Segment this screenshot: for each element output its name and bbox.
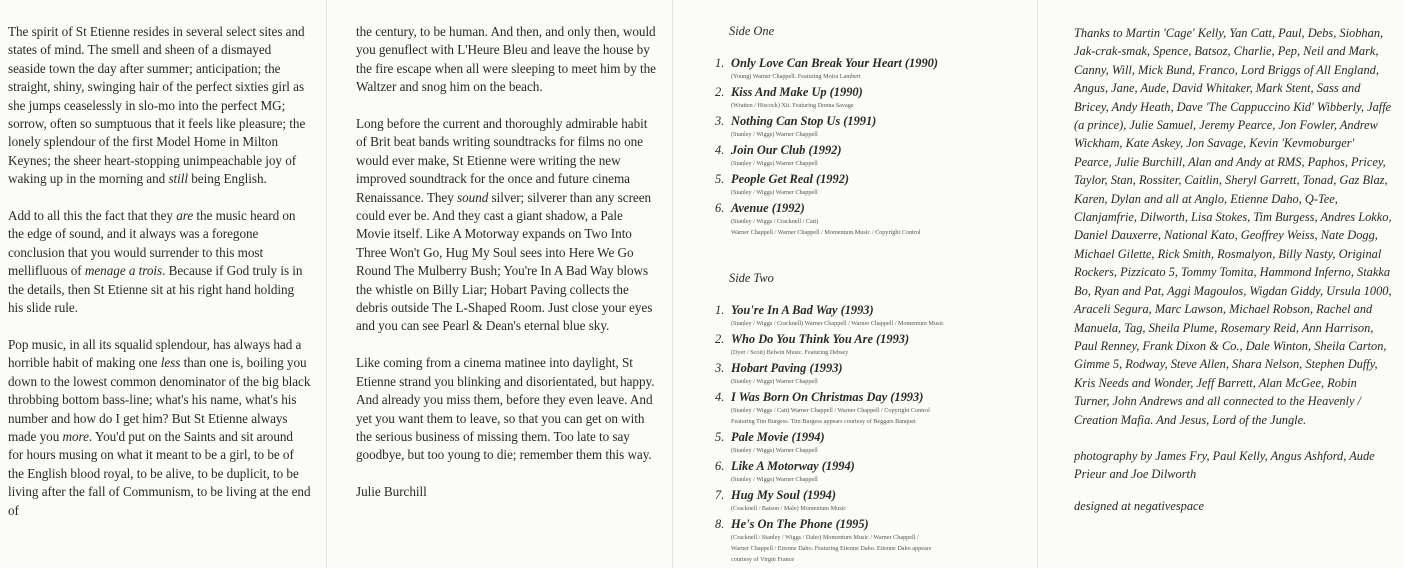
essay-paragraph-3: Pop music, in all its squalid splendour, has always had a horrible habit of making one less than one is, boiling you down to the lowest common denominator of the big black throbbing bottom bass-line; what's his name, what's his number and how do I get him? But St Etienne always made you more. You'd put on the Saints and sit around for hours musing on what it meant to be a girl, to be of the English blood royal, to be alive, to be duplicit, to be living after the fall of Communism, to be living at the end of	[8, 336, 311, 518]
track-item	[715, 55, 1025, 82]
track-title	[715, 55, 1025, 71]
photography-credit: photography by James Fry, Paul Kelly, Angus Ashford, Aude Prieur and Joe Dilworth	[1074, 448, 1375, 482]
track-number: 2.	[715, 85, 725, 99]
track-item	[715, 84, 1025, 111]
track-title-text: Kiss And Make Up (1990)	[731, 85, 863, 99]
track-title	[715, 113, 1025, 129]
track-credits: (Cracknell / Batson / Male) Momentum Music	[731, 505, 847, 512]
track-item	[715, 302, 1025, 329]
track-title	[715, 389, 1025, 405]
essay-paragraph-1: The spirit of St Etienne resides in several select sites and states of mind. The smell and sheen of a dismayed seaside town the day after summer; anticipation; the straight, shiny, swinging hair of the perfect sixties girl as she jumps ceaselessly in slo-mo into the perfect MG; sorrow, often so sumptuous that it feels like pleasure; the lonely splendour of the first Model Home in Milton Keynes; the sheer heart-stopping unimpeachable joy of waking up in the morning and still being English.	[8, 24, 306, 187]
track-title	[715, 142, 1025, 158]
track-item	[715, 389, 1025, 427]
track-title	[715, 200, 1025, 216]
side-two-heading: Side Two	[729, 271, 774, 285]
side-two-list	[715, 302, 1025, 565]
track-number: 6.	[715, 459, 725, 473]
track-title	[715, 516, 1025, 532]
track-credits: (Cracknell / Stanley / Wiggs / Daho) Momentum Music / Warner Chappell /	[731, 534, 919, 541]
track-title	[715, 84, 1025, 100]
track-credits: (Stanley / Wiggs) Warner Chappell	[731, 189, 818, 196]
side-one-heading: Side One	[729, 24, 775, 38]
track-number: 3.	[715, 361, 725, 375]
side-one-list	[715, 55, 1025, 238]
track-title-text: Nothing Can Stop Us (1991)	[731, 114, 877, 128]
track-number: 7.	[715, 488, 725, 502]
track-title-text: Who Do You Think You Are (1993)	[731, 332, 910, 346]
fold-line	[672, 0, 673, 568]
track-title	[715, 429, 1025, 445]
track-credits: (Stanley / Wiggs) Warner Chappell	[731, 160, 818, 167]
track-credits: (Stanley / Wiggs / Cracknell / Catt)	[731, 218, 819, 225]
track-number: 6.	[715, 201, 725, 215]
track-credits: (Dyer / Scott) Belwin Music. Featuring Debsey	[731, 349, 849, 356]
track-title-text: Like A Motorway (1994)	[731, 459, 855, 473]
track-number: 4.	[715, 143, 725, 157]
track-item	[715, 516, 1025, 565]
track-title	[715, 302, 1025, 318]
track-number: 5.	[715, 172, 725, 186]
track-item	[715, 142, 1025, 169]
track-title-text: Join Our Club (1992)	[731, 143, 842, 157]
track-title	[715, 331, 1025, 347]
track-title	[715, 487, 1025, 503]
track-number: 4.	[715, 390, 725, 404]
track-title	[715, 458, 1025, 474]
track-credits: (Wratten / Hiscock) Xit. Featuring Donna Savage	[731, 102, 854, 109]
track-credits: Featuring Tim Burgess. Tim Burgess appears courtesy of Beggars Banquet	[731, 418, 916, 425]
track-number: 1.	[715, 303, 725, 317]
fold-line	[326, 0, 327, 568]
author-signature: Julie Burchill	[356, 484, 427, 500]
track-item	[715, 331, 1025, 358]
track-title	[715, 360, 1025, 376]
track-title	[715, 171, 1025, 187]
track-title-text: Avenue (1992)	[731, 201, 805, 215]
track-credits: (Stanley / Wiggs) Warner Chappell	[731, 476, 818, 483]
track-item	[715, 171, 1025, 198]
track-title-text: You're In A Bad Way (1993)	[731, 303, 874, 317]
track-item	[715, 360, 1025, 387]
track-number: 8.	[715, 517, 725, 531]
track-credits: (Stanley / Wiggs) Warner Chappell	[731, 447, 818, 454]
track-title-text: Hug My Soul (1994)	[731, 488, 836, 502]
essay-panel-right	[330, 0, 670, 568]
track-credits: (Stanley / Wiggs / Catt) Warner Chappell / Warner Chappell / Copyright Control	[731, 407, 930, 414]
track-number: 3.	[715, 114, 725, 128]
essay-paragraph-4: the century, to be human. And then, and only then, would you genuflect with L'Heure Bleu and leave the house by the fire escape when all were sleeping to meet him by the Waltzer and snog him on the beach.	[356, 24, 656, 95]
track-title-text: Pale Movie (1994)	[731, 430, 825, 444]
track-item	[715, 200, 1025, 238]
thanks-text: Thanks to Martin 'Cage' Kelly, Yan Catt, Paul, Debs, Siobhan, Jak-crak-smak, Spence, Batsoz, Charlie, Pep, Neil and Mark, Canny, Will, Mick Bund, Franco, Lord Briggs of All England, Angus, Jane, Aude, David Whitaker, Mark Stent, Sass and Bricey, Andy Heath, Dave 'The Cappuccino Kid' Wibberly, Jaffe (a prince), Julie Samuel, Jeremy Pearce, Jon Fowler, Andrew Wickham, Kate Askey, Jon Savage, Kevin 'Kevmoburger' Pearce, Julie Burchill, Alan and Andy at RMS, Paphos, Pricey, Taylor, Stan, Rossiter, Caitlin, Sheryl Garrett, Tonad, Gaz Blaz, Karen, Dylan and all at Anglo, Etienne Daho, Q-Tee, Clanjamfrie, Dilworth, Lisa Stokes, Tim Burgess, Andres Lokko, Daniel Dauxerre, National Kato, Geoffrey Weiss, Nate Dogg, Michael Gilette, Rick Smith, Rosmalyon, Billy Nasty, Original Rockers, Pizzicato 5, Tommy Tomita, Hammond Inferno, Stakka Bo, Ryan and Pat, Aggi Magoulos, Wigdan Giddy, Ursula 1000, Araceli Segura, Marc Lawson, Michael Robson, Rachel and Manuela, Tag, Sheila Plume, Rosemary Reid, Ann Harrison, Paul Renney, Frank Dixon & Co., Dale Winton, Sheila Carton, Gimme 5, Rodway, Steve Allen, Shara Nelson, Stephen Duffy, Kris Needs and Wonder, Jeff Barrett, Alan McGee, Robin Turner, John Andrews and all connected to the Heavenly / Creation Mafia. And Jesus, Lord of the Jungle.	[1074, 26, 1392, 427]
track-title-text: Only Love Can Break Your Heart (1990)	[731, 56, 938, 70]
credits-panel	[1040, 0, 1403, 568]
track-credits: (Stanley / Wiggs / Cracknell) Warner Chappell / Warner Chappell / Momentum Music	[731, 320, 944, 327]
track-number: 5.	[715, 430, 725, 444]
essay-paragraph-5: Long before the current and thoroughly admirable habit of Brit beat bands writing soundtracks for films no one would ever make, St Etienne were writing the new improved soundtrack for the once and future cinema Renaissance. They sound silver; silverer than any screen could ever be. And they cast a giant shadow, a Pale Movie itself. Like A Motorway expands on Two Into Three Won't Go, Hug My Soul sees into Here We Go Round The Mulberry Bush; You're In A Bad Way blows the whistle on Billy Liar; Hobart Paving collects the debris outside The L-Shaped Room. Just close your eyes and you can see Pearl & Dean's eternal blue sky.	[356, 116, 653, 334]
track-credits: (Young) Warner Chappell. Featuring Moira Lambert	[731, 73, 861, 80]
essay-paragraph-6: Like coming from a cinema matinee into daylight, St Etienne strand you blinking and disorientated, but happy. And already you miss them, before they even leave. And yet you want them to leave, so that you can get on with the serious business of missing them. Too late to say goodbye, but too young to die; remember them this way.	[356, 355, 655, 463]
track-credits: (Stanley / Wiggs) Warner Chappell	[731, 131, 818, 138]
track-title-text: Hobart Paving (1993)	[731, 361, 843, 375]
tracklist-panel	[675, 0, 1035, 568]
track-credits: (Stanley / Wiggs) Warner Chappell	[731, 378, 818, 385]
track-item	[715, 429, 1025, 456]
track-credits: Warner Chappell / Etienne Daho. Featuring Etienne Daho. Etienne Daho appears	[731, 545, 932, 552]
track-credits: courtesy of Virgin France	[731, 556, 795, 563]
design-credit: designed at negativespace	[1074, 498, 1205, 513]
track-number: 1.	[715, 56, 725, 70]
fold-line	[1037, 0, 1038, 568]
track-title-text: He's On The Phone (1995)	[731, 517, 869, 531]
track-item	[715, 487, 1025, 514]
track-number: 2.	[715, 332, 725, 346]
track-title-text: I Was Born On Christmas Day (1993)	[731, 390, 924, 404]
track-item	[715, 458, 1025, 485]
track-credits: Warner Chappell / Warner Chappell / Momentum Music / Copyright Control	[731, 229, 921, 236]
track-item	[715, 113, 1025, 140]
track-title-text: People Get Real (1992)	[731, 172, 850, 186]
essay-panel-left	[0, 0, 325, 568]
essay-paragraph-2: Add to all this the fact that they are the music heard on the edge of sound, and it always was a foregone conclusion that you would surrender to this most mellifluous of menage a trois. Because if God truly is in the details, then St Etienne sit at his right hand holding his slide rule.	[8, 208, 303, 316]
